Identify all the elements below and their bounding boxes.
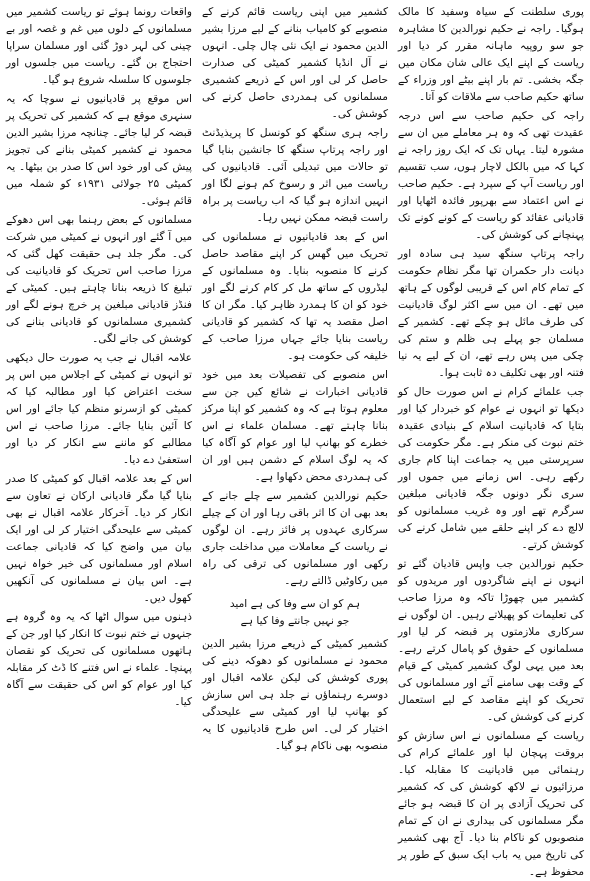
paragraph: ذہنوں میں سوال اٹھا کہ یہ وہ گروہ ہے جنہوں نے ختم نبوت کا انکار کیا اور جن کے ہاتھوں مسلمانوں کی تحریک کو نقصان پہنچا۔ علماء نے اس فتنے کا ڈٹ کر مقابلہ کیا اور عوام کو اس کی حقیقت سے آگاہ کیا۔ xyxy=(6,611,192,708)
left-column xyxy=(6,4,192,770)
paragraph: راجہ پرتاپ سنگھ سید ہی سادہ اور دیانت دار حکمران تھا مگر نظام حکومت کے تمام کام اس کے قریبی لوگوں کے ہاتھ میں تھے۔ ان میں سے اکثر لوگ قادیانیت کی طرف مائل ہو چکے تھے۔ کشمیر کے مسلمان جو پہلے ہی ظلم و ستم کی چکی میں پس رہے تھے، ان کے لیے یہ نیا فتنہ اور بھی تکلیف دہ ثابت ہوا۔ xyxy=(398,248,584,379)
paragraph: اس منصوبے کی تفصیلات بعد میں خود قادیانی اخبارات نے شائع کیں جن سے معلوم ہوتا ہے کہ وہ کشمیر کو اپنا مرکز بنانا چاہتے تھے۔ مسلمان علماء نے اس خطرے کو بھانپ لیا اور عوام کو آگاہ کیا کہ یہ لوگ اسلام کے دشمن ہیں اور ان کی ہمدردی محض دکھاوا ہے۔ xyxy=(202,369,388,483)
middle-column xyxy=(202,4,388,770)
paragraph: حکیم نورالدین کشمیر سے چلے جانے کے بعد بھی ان کا اثر باقی رہا اور ان کے چیلے سرکاری عہدوں پر فائز رہے۔ ان لوگوں نے ریاست کے معاملات میں مداخلت جاری رکھی اور مسلمانوں کی ترقی کی راہ میں رکاوٹیں ڈالتے رہے۔ xyxy=(202,490,388,587)
paragraph: مسلمانوں کے بعض رہنما بھی اس دھوکے میں آ گئے اور انہوں نے کمیٹی میں شرکت کی۔ مگر جلد ہی حقیقت کھل گئی کہ مرزا صاحب اس تحریک کو قادیانیت کی تبلیغ کا ذریعہ بنانا چاہتے ہیں۔ کمیٹی کے فنڈز قادیانی مبلغین پر خرچ ہونے لگے اور کشمیری مسلمانوں کو قادیانی بنانے کی کوشش کی جانے لگی۔ xyxy=(6,214,192,345)
poetry-verse xyxy=(202,596,388,630)
paragraph: علامہ اقبال نے جب یہ صورت حال دیکھی تو انہوں نے کمیٹی کے اجلاس میں اس پر سخت اعتراض کیا اور مطالبہ کیا کہ کمیٹی کو ازسرنو منظم کیا جائے اور اس کا آئین بنایا جائے۔ مرزا صاحب نے اس مطالبے کو ماننے سے انکار کر دیا اور استعفیٰ دے دیا۔ xyxy=(6,352,192,466)
paragraph: ریاست کے مسلمانوں نے اس سازش کو بروقت پہچان لیا اور علمائے کرام کی رہنمائی میں قادیانیت کا مقابلہ کیا۔ مرزائیوں نے لاکھ کوشش کی کہ کشمیر کی تحریک آزادی پر ان کا قبضہ ہو جائے مگر مسلمانوں کی بیداری نے ان کے تمام منصوبوں کو ناکام بنا دیا۔ آج بھی کشمیر کی تاریخ میں یہ باب ایک سبق کے طور پر محفوظ ہے۔ xyxy=(398,730,584,878)
newspaper-page xyxy=(6,4,584,878)
paragraph: پوری سلطنت کے سیاہ وسفید کا مالک ہوگیا۔ راجہ نے حکیم نورالدین کا مشاہرہ جو سو روپیہ ماہانہ مقرر کر دیا اور ریاست کے اپنے ایک عالی شان مکان میں جگہ بخشی۔ تم بار اپنے بیٹے اور وزراء کے ساتھ حکیم صاحب سے ملاقات کو آتا۔ xyxy=(398,6,584,103)
paragraph: اس کے بعد علامہ اقبال کو کمیٹی کا صدر بنایا گیا مگر قادیانی ارکان نے تعاون سے انکار کر دیا۔ آخرکار علامہ اقبال نے بھی کمیٹی سے علیحدگی اختیار کر لی اور ایک بیان میں واضح کیا کہ قادیانی جماعت اسلام اور مسلمانوں کی خیر خواہ نہیں ہے۔ اس بیان نے مسلمانوں کی آنکھیں کھول دیں۔ xyxy=(6,473,192,604)
verse-line: جو نہیں جانتے وفا کیا ہے xyxy=(240,615,350,627)
right-column xyxy=(398,4,584,878)
paragraph: راجہ ہری سنگھ کو کونسل کا پریذیڈنٹ اور راجہ پرتاپ سنگھ کا جانشین بنایا گیا تو حالات میں تبدیلی آئی۔ قادیانیوں کی ریاست میں اثر و رسوخ کم ہونے لگا اور انہیں اندازہ ہو گیا کہ اب ریاست پر براہ راست قبضہ ممکن نہیں رہا۔ xyxy=(202,127,388,224)
paragraph: جب علمائے کرام نے اس صورت حال کو دیکھا تو انہوں نے عوام کو خبردار کیا اور بتایا کہ قادیانیت اسلام کے بنیادی عقیدہ ختم نبوت کی منکر ہے۔ مگر حکومت کی سرپرستی میں یہ جماعت اپنا کام جاری رکھے رہی۔ اس زمانے میں جموں اور سری نگر دونوں جگہ قادیانی مبلغین سرگرم تھے اور وہ غریب مسلمانوں کو لالچ دے کر اپنے حلقے میں شامل کرنے کی کوشش کرتے۔ xyxy=(398,386,584,551)
verse-line: ہم کو ان سے وفا کی ہے امید xyxy=(229,598,361,610)
paragraph: راجہ کی حکیم صاحب سے اس درجہ عقیدت تھی کہ وہ ہر معاملے میں ان سے مشورہ لیتا۔ یہاں تک کہ ایک روز راجہ نے کہا کہ میں بالکل لاچار ہوں، سب تقسیم اور ریاست آپ کے سپرد ہے۔ حکیم صاحب نے اس اعتماد سے بھرپور فائدہ اٹھایا اور قادیانی عقائد کو ریاست کے کونے کونے تک پہنچانے کی کوشش کی۔ xyxy=(398,110,584,241)
paragraph: واقعات رونما ہوئے تو ریاست کشمیر میں مسلمانوں کے دلوں میں غم و غصہ اور بے چینی کی لہر دوڑ گئی اور مسلمان سراپا احتجاج بن گئے۔ ریاست میں جلسوں اور جلوسوں کا سلسلہ شروع ہو گیا۔ xyxy=(6,6,192,86)
paragraph: اس موقع پر قادیانیوں نے سوچا کہ یہ سنہری موقع ہے کہ کشمیر کی تحریک پر قبضہ کر لیا جائے۔ چنانچہ مرزا بشیر الدین محمود نے کشمیر کمیٹی بنانے کی تجویز پیش کی اور خود اس کا صدر بن بیٹھا۔ یہ کمیٹی ۲۵ جولائی ۱۹۳۱ء کو شملہ میں قائم ہوئی۔ xyxy=(6,93,192,207)
paragraph: کشمیر میں اپنی ریاست قائم کرنے کے منصوبے کو کامیاب بنانے کے لیے مرزا بشیر الدین محمود نے ایک نئی چال چلی۔ انہوں نے آل انڈیا کشمیر کمیٹی کی صدارت حاصل کر لی اور اس کے ذریعے کشمیری مسلمانوں کی ہمدردی حاصل کرنے کی کوشش کی۔ xyxy=(202,6,388,120)
paragraph: اس کے بعد قادیانیوں نے مسلمانوں کی تحریک میں گھس کر اپنے مقاصد حاصل کرنے کا منصوبہ بنایا۔ وہ مسلمانوں کے لیڈروں کے ساتھ مل کر کام کرنے لگے اور خود کو ان کا ہمدرد ظاہر کیا۔ مگر ان کا اصل مقصد یہ تھا کہ کشمیر کو قادیانی ریاست بنایا جائے جہاں مرزا صاحب کے خلیفہ کی حکومت ہو۔ xyxy=(202,231,388,362)
paragraph: کشمیر کمیٹی کے ذریعے مرزا بشیر الدین محمود نے مسلمانوں کو دھوکہ دینے کی پوری کوشش کی لیکن علامہ اقبال اور دوسرے رہنماؤں نے جلد ہی اس سازش کو بھانپ لیا اور کمیٹی سے علیحدگی اختیار کر لی۔ اس طرح قادیانیوں کا یہ منصوبہ بھی ناکام ہو گیا۔ xyxy=(202,638,388,752)
paragraph: حکیم نورالدین جب واپس قادیان گئے تو انہوں نے اپنے شاگردوں اور مریدوں کو کشمیر میں چھوڑا تاکہ وہ مرزا صاحب کی تعلیمات کو پھیلاتے رہیں۔ ان لوگوں نے سرکاری ملازمتوں پر قبضہ کر لیا اور مسلمانوں کے حقوق کو پامال کرتے رہے۔ بعد میں یہی لوگ کشمیر کمیٹی کے قیام کے وقت بھی سامنے آئے اور مسلمانوں کی تحریک کو اپنے مقاصد کے لیے استعمال کرنے کی کوشش کی۔ xyxy=(398,558,584,723)
